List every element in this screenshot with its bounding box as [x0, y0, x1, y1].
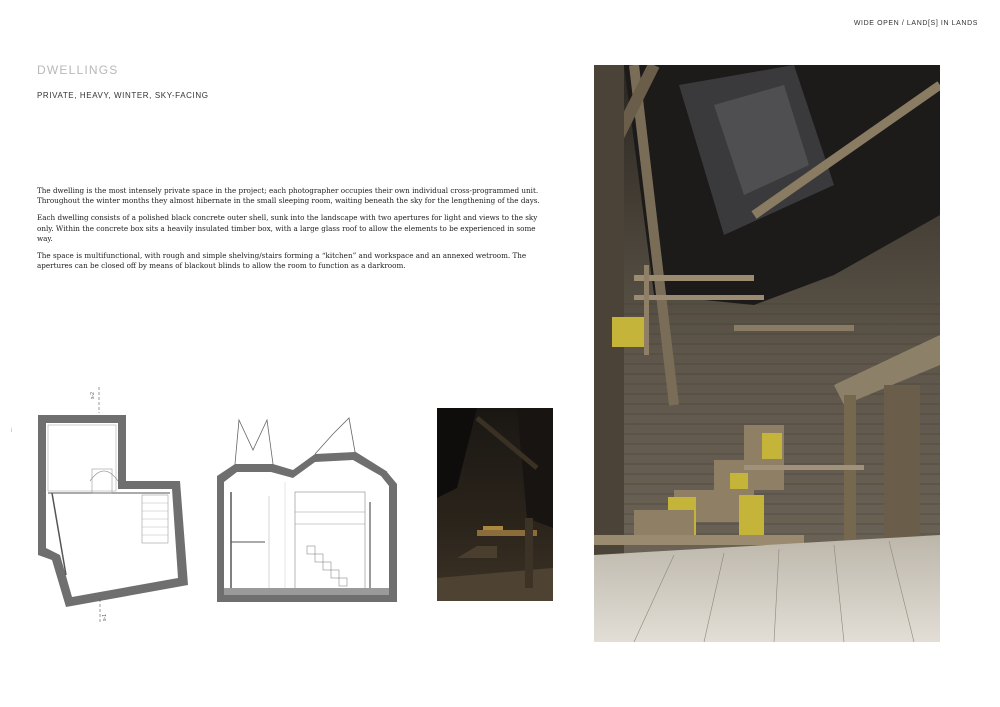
section-title: DWELLINGS [37, 63, 119, 77]
header-tag: WIDE OPEN / LAND[S] IN LANDS [853, 20, 978, 27]
section-drawing [215, 412, 400, 604]
plan-section-mark-top: s-2 [90, 392, 96, 399]
interior-main-render [594, 65, 940, 642]
interior-thumbnail-render [437, 408, 553, 601]
section-subtitle: PRIVATE, HEAVY, WINTER, SKY-FACING [37, 91, 209, 100]
paragraph-1: The dwelling is the most intensely private space in the project; each photographer occupies their own individual cross-programmed unit. Throughout the winter months they almost hibernate in the small sleeping room, waiting beneath the sky for the lengthening of the days. [37, 186, 540, 206]
paragraph-3: The space is multifunctional, with rough and simple shelving/stairs forming a “kitchen” and workspace and an annexed wetroom. The apertures can be closed off by means of blackout blinds to allow the room to function as a darkroom. [37, 251, 527, 271]
floor-plan-drawing [30, 385, 195, 625]
margin-mark: i [11, 428, 13, 434]
plan-section-mark-bottom: s-1 [102, 614, 108, 621]
paragraph-2: Each dwelling consists of a polished black concrete outer shell, sunk into the landscape with two apertures for light and views to the sky only. Within the concrete box sits a heavily insulated timber box, with a large glass roof to allow the elements to be experienced in some way. [37, 213, 538, 243]
body-text [37, 186, 547, 278]
